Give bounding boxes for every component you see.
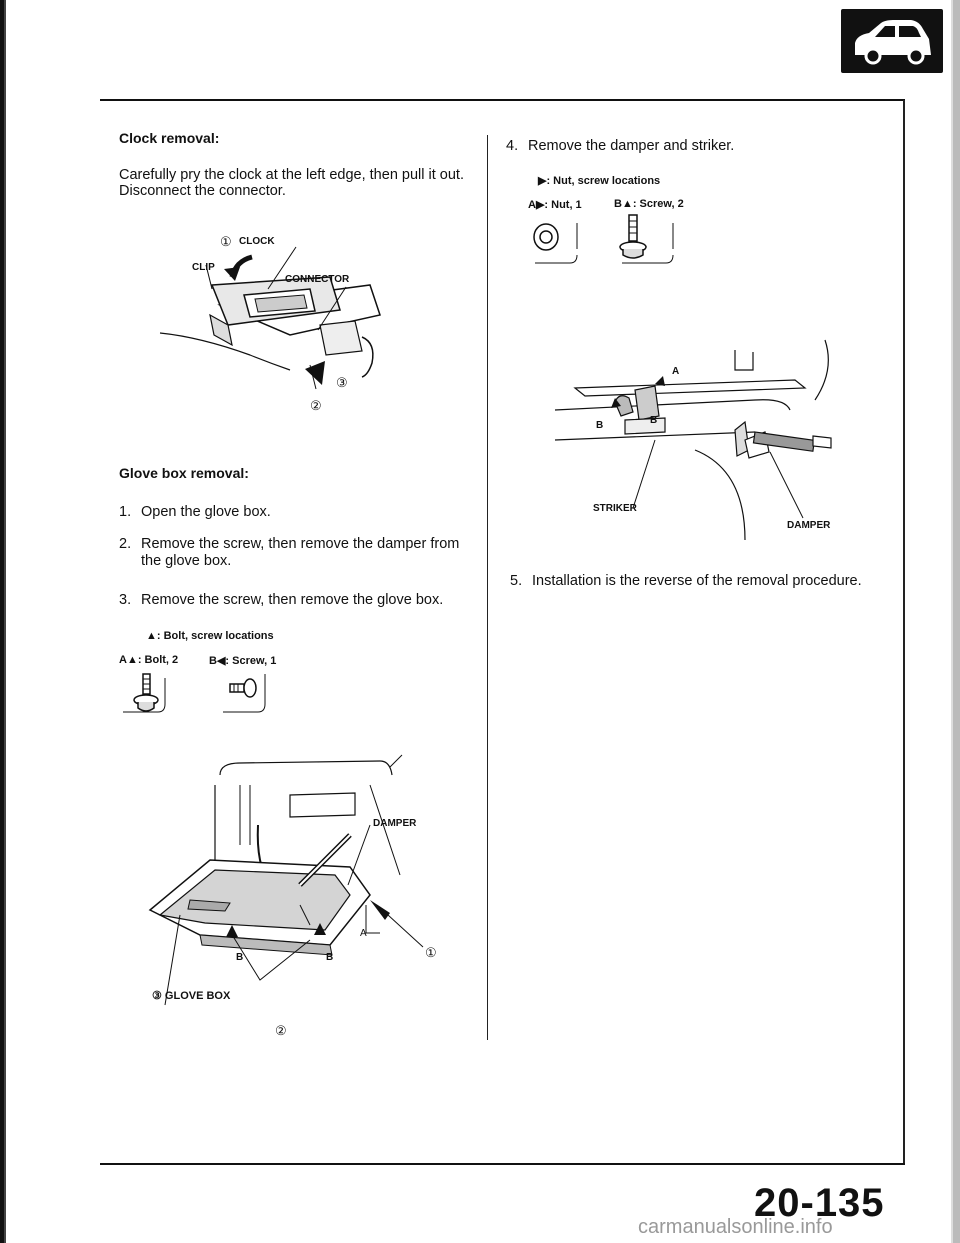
damper-label: DAMPER	[373, 818, 417, 829]
right-edge-bar	[953, 0, 960, 1243]
clock-label: CLOCK	[239, 236, 275, 247]
step-text: Remove the damper and striker.	[528, 138, 735, 154]
striker-b-right: B	[650, 415, 658, 426]
damper-label-right: DAMPER	[787, 520, 831, 531]
glovebox-step-2	[119, 536, 489, 572]
step-text: Installation is the reverse of the removal procedure.	[532, 573, 862, 589]
clip-label: CLIP	[192, 262, 215, 273]
step-text: Remove the screw, then remove the damper from	[141, 536, 460, 552]
step-number: 3.	[119, 592, 132, 608]
clock-instruction-2: Disconnect the connector.	[119, 183, 286, 199]
clock-circle-1: ①	[220, 234, 232, 249]
page-number: 20-135	[754, 1181, 885, 1225]
glovebox-step-1	[119, 504, 489, 522]
glovebox-step-3	[119, 592, 489, 610]
step-text: Remove the screw, then remove the glove box.	[141, 592, 444, 608]
glovebox-fastener-b: B◀: Screw, 1	[209, 655, 277, 667]
striker-label: STRIKER	[593, 503, 637, 514]
glovebox-b-left: B	[236, 952, 244, 963]
glovebox-fastener-a: A▲: Bolt, 2	[119, 654, 179, 666]
glovebox-a-marker: A	[360, 928, 367, 939]
step-number: 2.	[119, 536, 132, 552]
clock-instruction-1: Carefully pry the clock at the left edge, then pull it out.	[119, 167, 464, 183]
connector-label: CONNECTOR	[285, 274, 350, 285]
car-body-icon	[841, 9, 943, 73]
damper-step-4	[506, 138, 906, 156]
clock-circle-3: ③	[336, 375, 348, 390]
glovebox-legend: ▲: Bolt, screw locations	[146, 630, 274, 642]
column-divider	[487, 135, 488, 1040]
header-rule	[100, 99, 905, 101]
step-text-cont: the glove box.	[141, 553, 232, 569]
step-text: Open the glove box.	[141, 504, 271, 520]
damper-fastener-b: B▲: Screw, 2	[614, 198, 684, 210]
left-edge-shadow	[4, 0, 6, 1243]
glovebox-box-label: ③ GLOVE BOX	[152, 990, 231, 1002]
step-number: 1.	[119, 504, 132, 520]
striker-a-label: A	[672, 366, 680, 377]
right-frame-rule	[903, 100, 905, 1164]
glovebox-circle-2: ②	[275, 1023, 287, 1038]
glovebox-circle-1: ①	[425, 945, 437, 960]
clock-circle-2: ②	[310, 398, 322, 413]
damper-fastener-a: A▶: Nut, 1	[528, 199, 582, 211]
watermark: carmanualsonline.info	[638, 1216, 833, 1238]
footer-rule	[100, 1163, 905, 1165]
glovebox-heading: Glove box removal:	[119, 465, 249, 481]
damper-legend: ▶: Nut, screw locations	[538, 175, 661, 187]
step-number: 4.	[506, 138, 519, 154]
glovebox-b-right: B	[326, 952, 334, 963]
striker-b-left: B	[596, 420, 604, 431]
clock-heading: Clock removal:	[119, 130, 220, 146]
damper-step-5	[510, 573, 910, 591]
step-number: 5.	[510, 573, 523, 589]
